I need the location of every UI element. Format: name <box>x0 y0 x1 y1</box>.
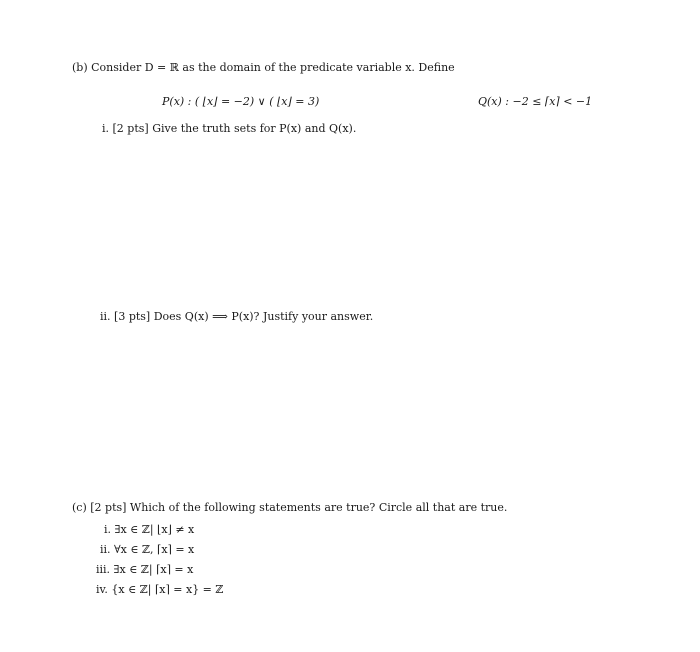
statement-c-iv: iv. {x ∈ ℤ| ⌈x⌉ = x} = ℤ <box>96 583 224 596</box>
part-b-intro: (b) Consider D = ℝ as the domain of the predicate variable x. Define <box>72 61 455 74</box>
part-c-intro: (c) [2 pts] Which of the following statements are true? Circle all that are true. <box>72 501 508 514</box>
question-b-ii: ii. [3 pts] Does Q(x) ⟹ P(x)? Justify your answer. <box>100 310 374 323</box>
statement-c-iii: iii. ∃x ∈ ℤ| ⌈x⌉ = x <box>96 563 194 576</box>
predicate-q-definition: Q(x) : −2 ≤ ⌈x⌉ < −1 <box>478 95 593 108</box>
question-b-i: i. [2 pts] Give the truth sets for P(x) and Q(x). <box>102 122 357 135</box>
predicate-p-definition: P(x) : ( ⌊x⌋ = −2) ∨ ( ⌊x⌋ = 3) <box>162 95 320 108</box>
statement-c-i: i. ∃x ∈ ℤ| ⌊x⌋ ≠ x <box>104 523 195 536</box>
statement-c-ii: ii. ∀x ∈ ℤ, ⌈x⌉ = x <box>100 543 195 556</box>
